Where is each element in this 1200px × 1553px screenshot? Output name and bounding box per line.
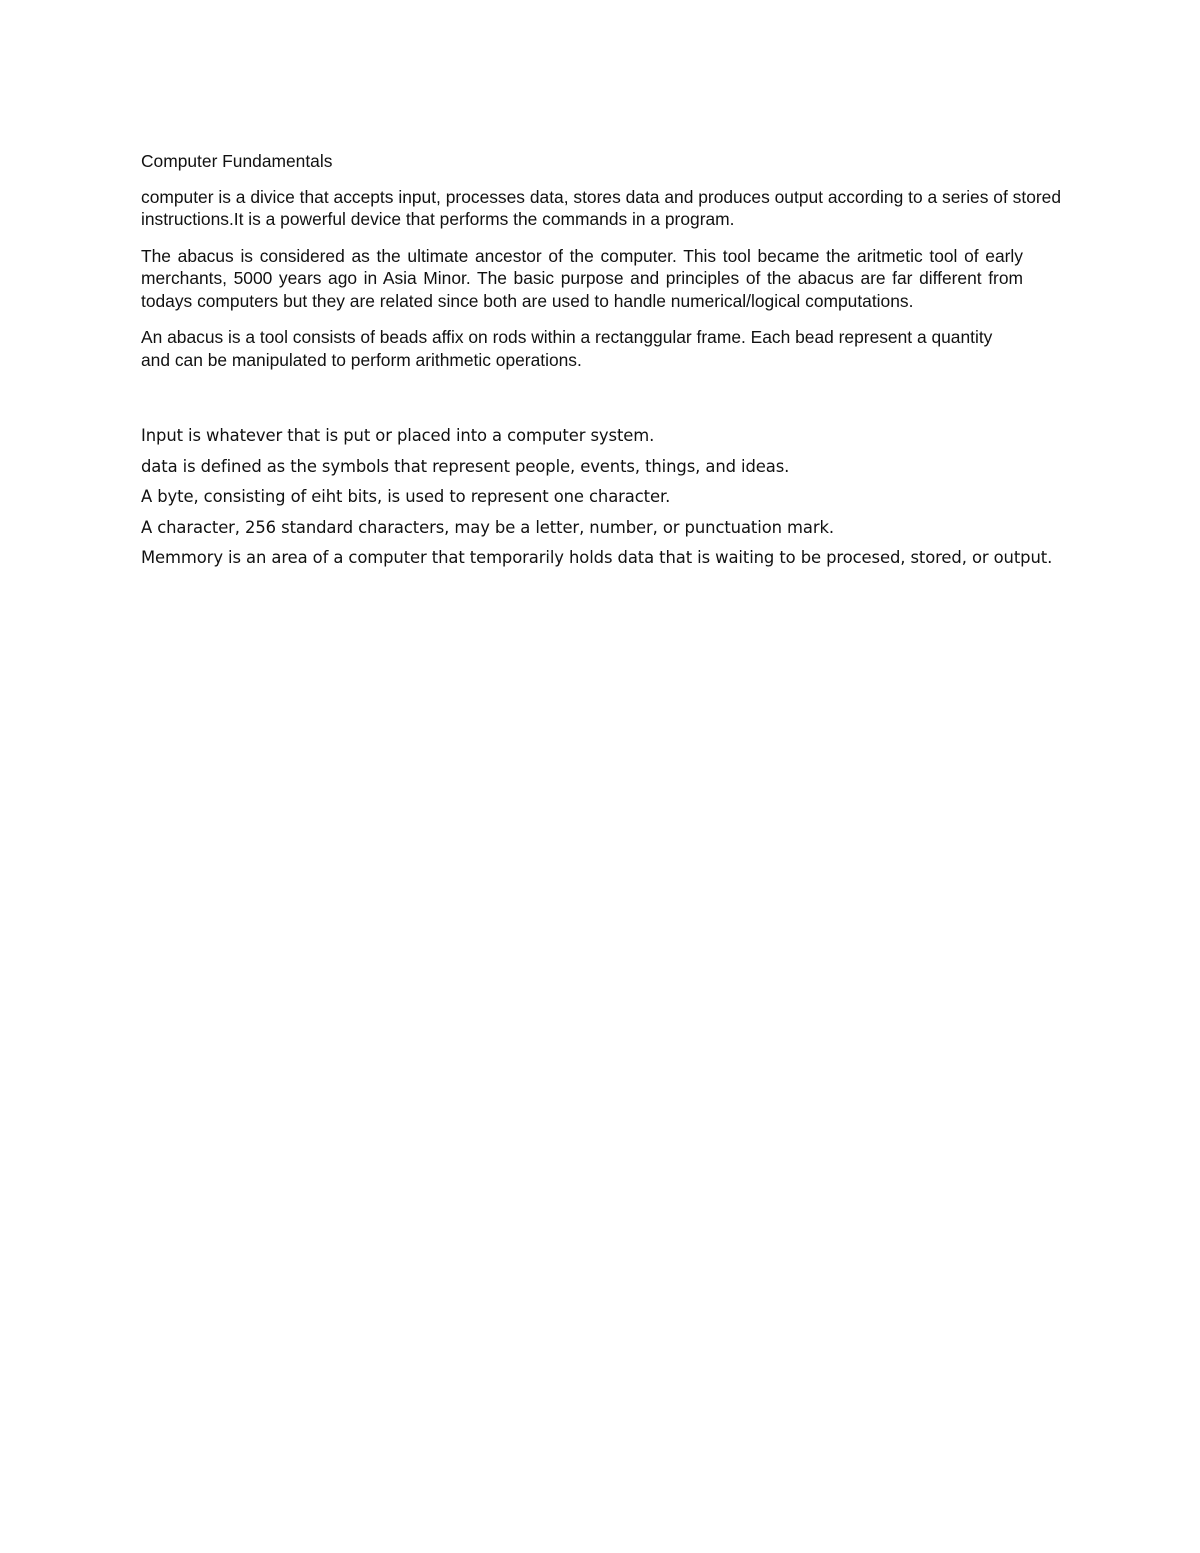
- note-memory-definition: Memmory is an area of a computer that temporarily holds data that is waiting to be procesed, stored, or output.: [141, 548, 1053, 567]
- paragraph-abacus-description: An abacus is a tool consists of beads affix on rods within a rectanggular frame. Each bead represent a quantity and can be manipulated to perform arithmetic operations.: [141, 327, 993, 370]
- paragraph-abacus-history: The abacus is considered as the ultimate ancestor of the computer. This tool became the aritmetic tool of early merchants, 5000 years ago in Asia Minor. The basic purpose and principles of the abacus are far different from todays computers but they are related since both are used to handle numerical/logical computations.: [141, 245, 1023, 311]
- document-title: Computer Fundamentals: [141, 151, 333, 171]
- note-input-definition: Input is whatever that is put or placed into a computer system.: [141, 426, 655, 445]
- note-data-definition: data is defined as the symbols that represent people, events, things, and ideas.: [141, 456, 790, 476]
- note-byte-definition: A byte, consisting of eiht bits, is used to represent one character.: [141, 487, 671, 506]
- definitions-list: [141, 421, 1061, 574]
- document-body: [141, 150, 1061, 574]
- paragraph-computer-definition: computer is a divice that accepts input, processes data, stores data and produces output according to a series of stored instructions.It is a powerful device that performs the commands in a program.: [141, 186, 1061, 229]
- note-character-definition: A character, 256 standard characters, may be a letter, number, or punctuation mark.: [141, 517, 834, 537]
